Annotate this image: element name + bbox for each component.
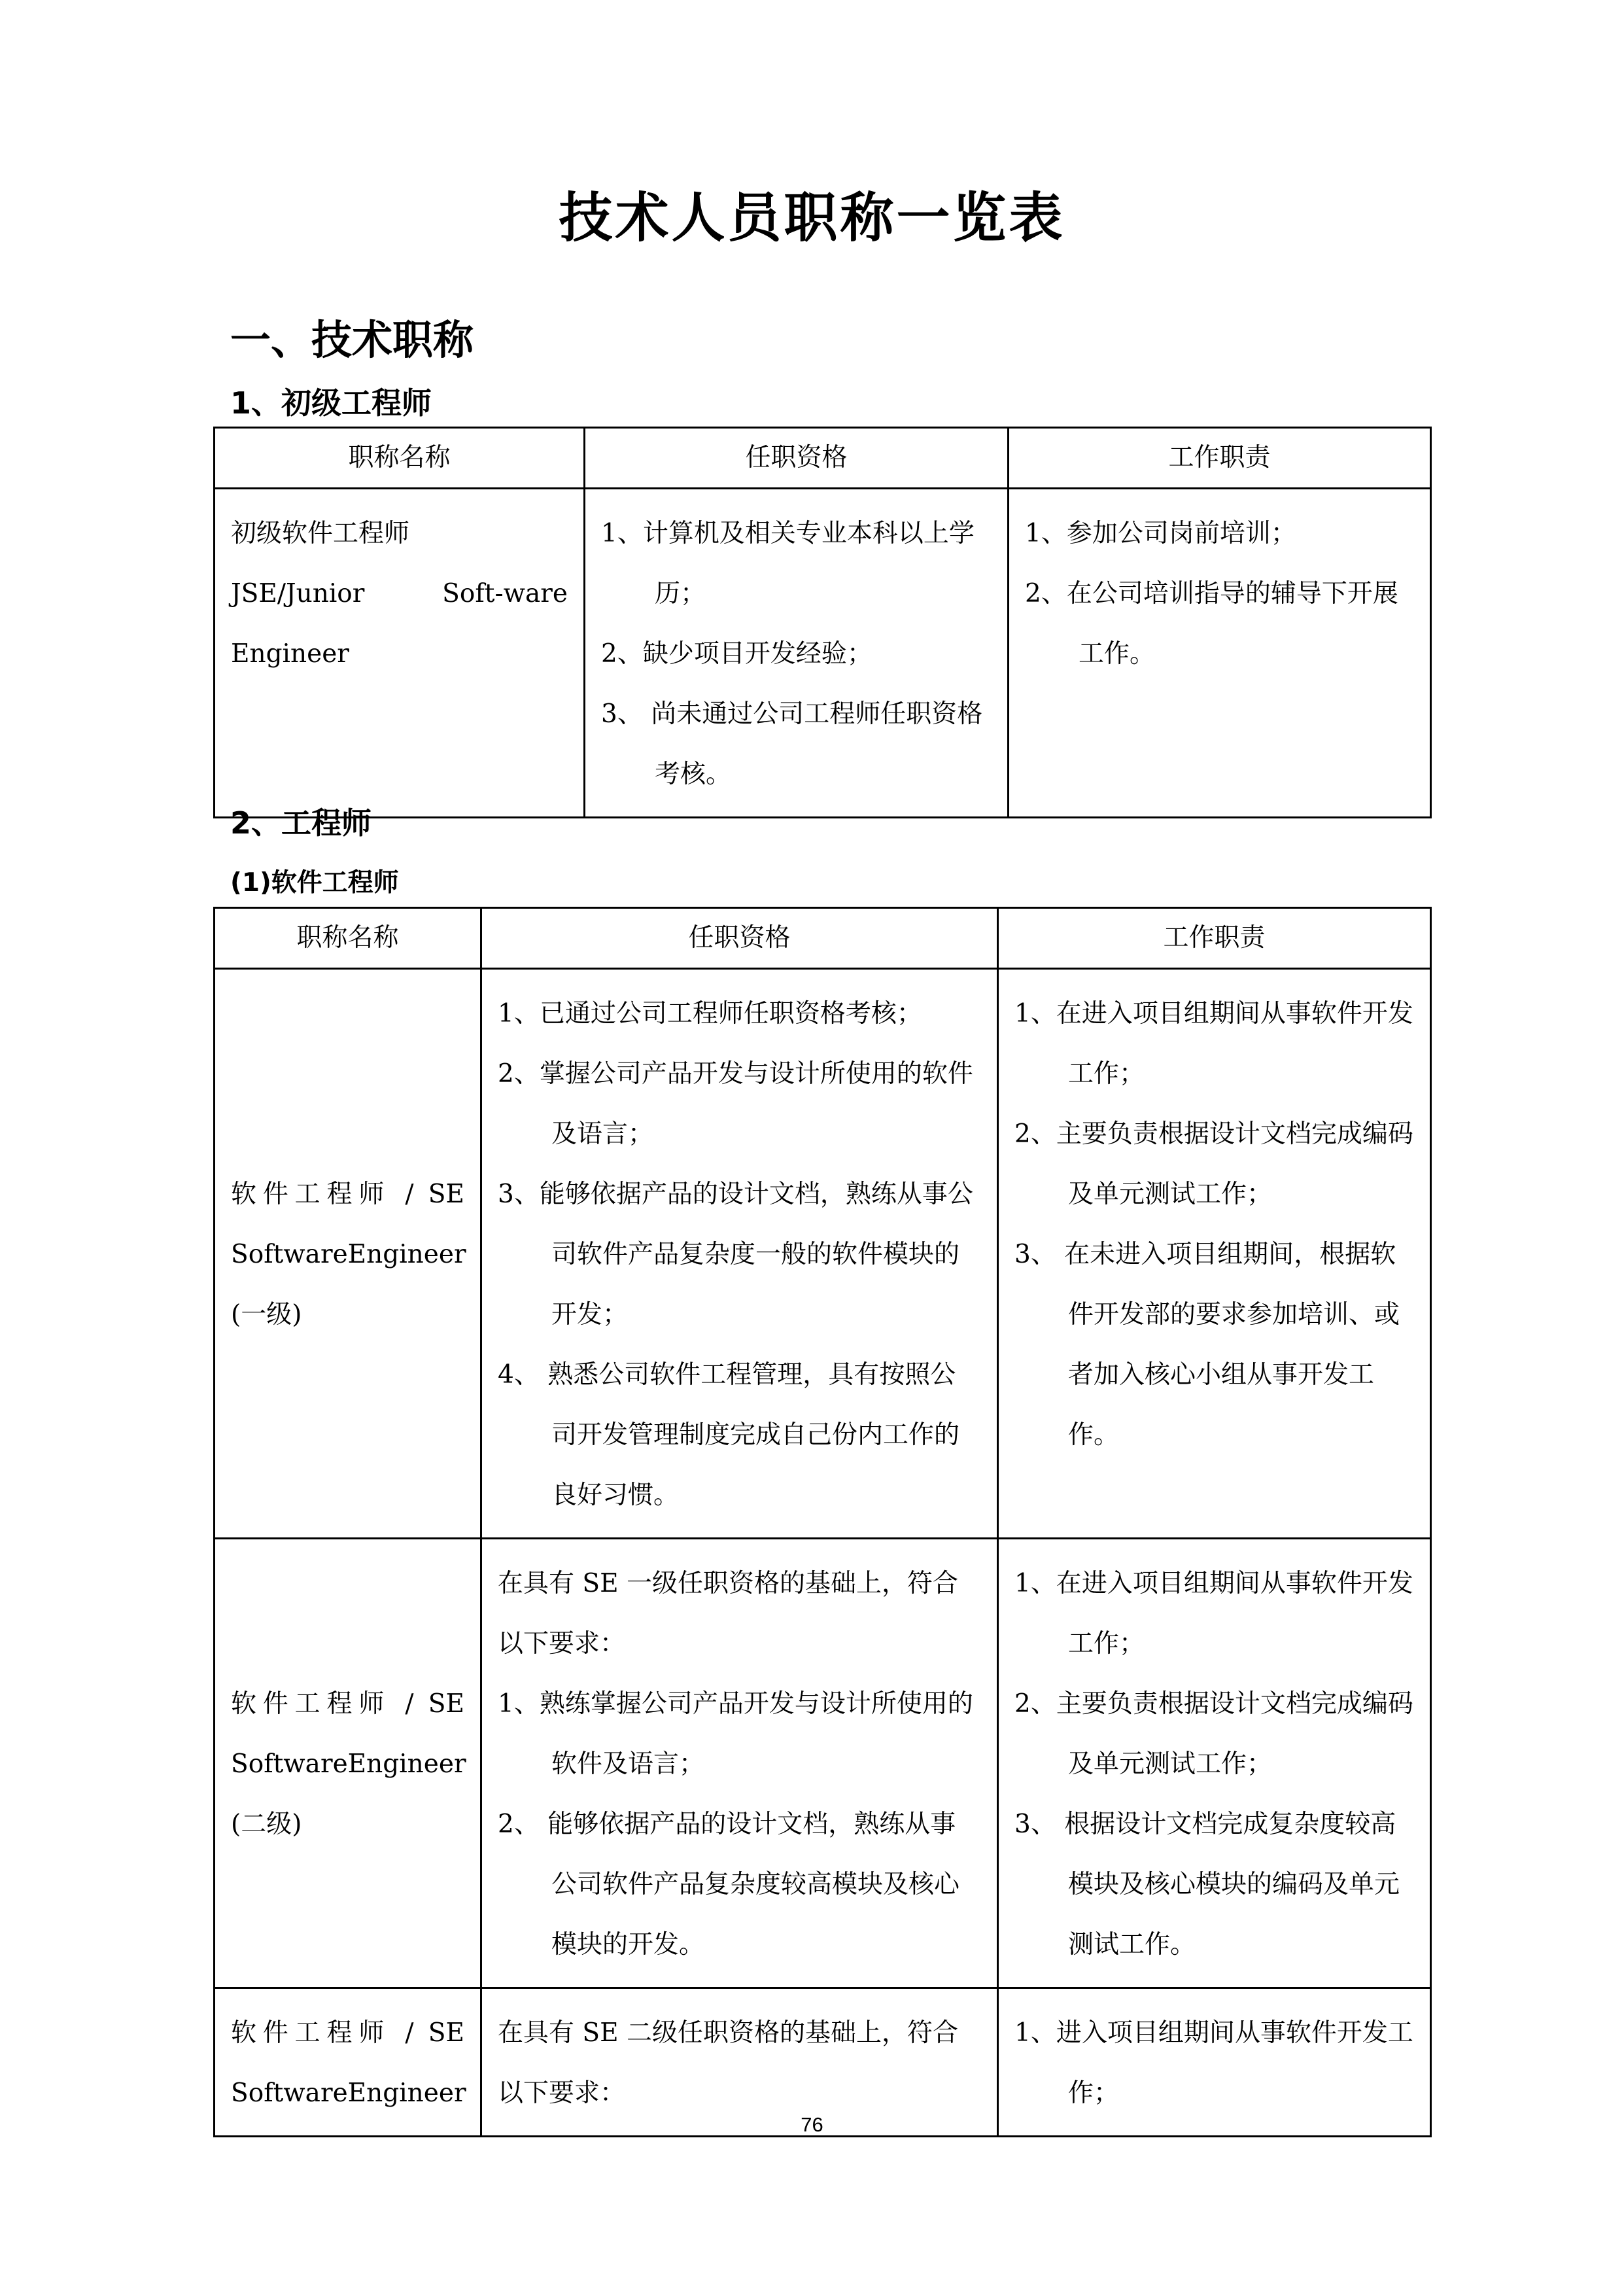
title-name-line: JSE/Junior Soft-ware [231,579,568,608]
duty-item: 3、 根据设计文档完成复杂度较高模块及核心模块的编码及单元测试工作。 [1014,1810,1400,1959]
qualification-item: 2、缺少项目开发经验； [601,639,872,669]
duty-item: 1、参加公司岗前培训； [1025,519,1296,548]
title-name-line: Engineer [231,639,349,669]
duty-item: 2、在公司培训指导的辅导下开展工作。 [1025,579,1398,669]
header-qualification: 任职资格 [481,908,998,969]
qualification-cell [481,1539,998,1988]
title-name-line: 初级软件工程师 [231,519,410,548]
duties-cell [998,1539,1431,1988]
table-row [215,489,1431,818]
qualification-intro: 在具有 SE 二级任职资格的基础上，符合以下要求： [498,2018,958,2108]
title-name-line: SoftwareEngineer [231,1240,466,1269]
title-name-line: 软件工程师 / SE [231,1689,464,1719]
qualification-item: 1、已通过公司工程师任职资格考核； [498,999,922,1028]
subsection-heading-engineer: 2、工程师 [230,805,372,841]
table-header-row [215,428,1431,489]
duty-item: 1、进入项目组期间从事软件开发工作； [1014,2018,1413,2108]
qualification-item: 3、能够依据产品的设计文档，熟练从事公司软件产品复杂度一般的软件模块的开发； [498,1180,973,1329]
document-title: 技术人员职称一览表 [559,187,1065,249]
duty-item: 3、 在未进入项目组期间，根据软件开发部的要求参加培训、或者加入核心小组从事开发工作。 [1014,1240,1400,1450]
header-title-name: 职称名称 [215,428,585,489]
title-name-line: SoftwareEngineer [231,2078,466,2108]
duty-item: 2、主要负责根据设计文档完成编码及单元测试工作； [1014,1119,1413,1209]
duty-item: 1、在进入项目组期间从事软件开发工作； [1014,999,1413,1089]
qualification-item: 2、 能够依据产品的设计文档，熟练从事公司软件产品复杂度较高模块及核心模块的开发。 [498,1810,960,1959]
duty-item: 1、在进入项目组期间从事软件开发工作； [1014,1569,1413,1658]
title-name-line: SoftwareEngineer [231,1749,466,1779]
qualification-cell [481,969,998,1539]
duties-cell [998,969,1431,1539]
header-duties: 工作职责 [1009,428,1431,489]
qualification-item: 2、掌握公司产品开发与设计所使用的软件及语言； [498,1059,973,1149]
title-name-cell [215,1539,481,1988]
title-name-line: 软件工程师 / SE [231,2018,464,2048]
qualification-item: 3、 尚未通过公司工程师任职资格考核。 [601,699,983,789]
section-heading-technical-titles: 一、技术职称 [230,316,474,364]
title-name-cell [215,489,585,818]
header-qualification: 任职资格 [585,428,1009,489]
title-name-cell [215,969,481,1539]
page-number: 76 [801,2113,823,2136]
junior-engineer-table [213,427,1432,818]
qualification-cell [585,489,1009,818]
software-engineer-table [213,907,1432,2137]
header-duties: 工作职责 [998,908,1431,969]
qualification-item: 1、计算机及相关专业本科以上学历； [601,519,975,608]
header-title-name: 职称名称 [215,908,481,969]
duty-item: 2、主要负责根据设计文档完成编码及单元测试工作； [1014,1689,1413,1779]
table-row [215,1539,1431,1988]
qualification-item: 1、熟练掌握公司产品开发与设计所使用的软件及语言； [498,1689,973,1779]
table-header-row [215,908,1431,969]
duties-cell [1009,489,1431,818]
title-name-line: (二级) [231,1810,302,1839]
subsection-heading-junior-engineer: 1、初级工程师 [230,385,432,421]
title-name-line: (一级) [231,1300,302,1329]
qualification-intro: 在具有 SE 一级任职资格的基础上，符合以下要求： [498,1569,958,1658]
subsection-heading-software-engineer: (1)软件工程师 [230,868,399,898]
title-name-line: 软件工程师 / SE [231,1180,464,1209]
qualification-item: 4、 熟悉公司软件工程管理，具有按照公司开发管理制度完成自己份内工作的良好习惯。 [498,1360,960,1510]
table-row [215,969,1431,1539]
